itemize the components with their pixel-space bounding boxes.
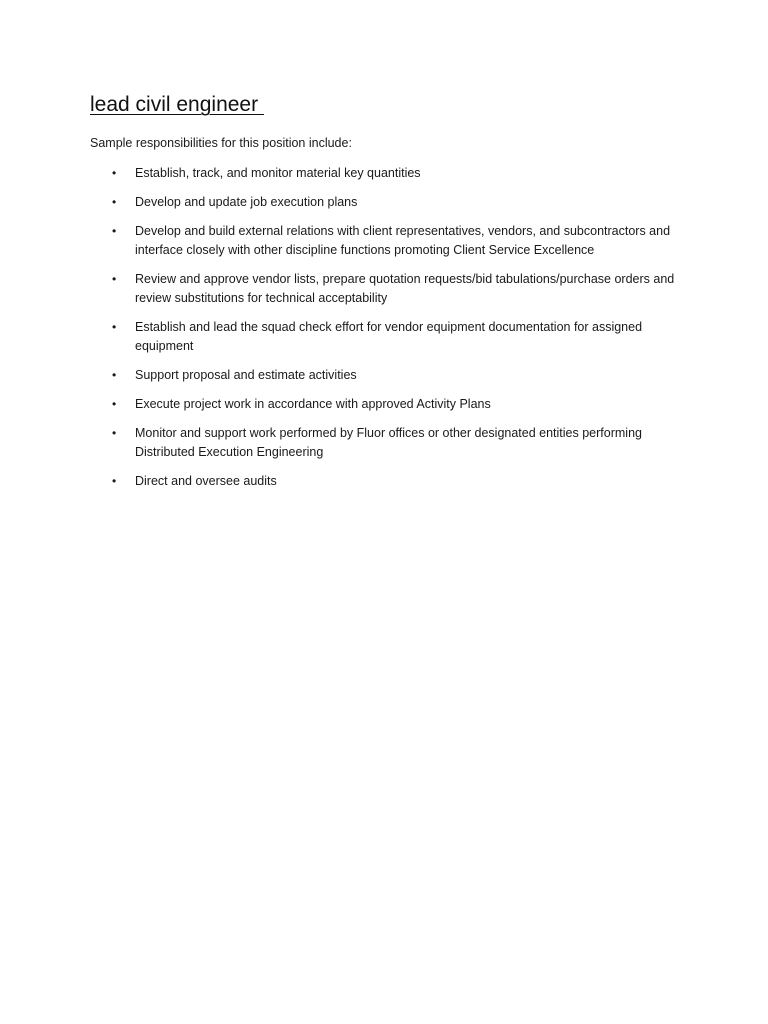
bullet-icon: •: [112, 397, 117, 411]
bullet-icon: •: [112, 195, 117, 209]
list-item-text: Monitor and support work performed by Fluor offices or other designated entities performing Distributed Execution Engineering: [135, 426, 642, 459]
list-item: [90, 424, 680, 462]
bullet-icon: •: [112, 474, 117, 488]
list-item: [90, 472, 680, 491]
list-item-text: Develop and update job execution plans: [135, 195, 358, 209]
list-item-text: Support proposal and estimate activities: [135, 368, 357, 382]
list-item: [90, 395, 680, 414]
list-item: [90, 164, 680, 183]
list-item: [90, 270, 680, 308]
responsibilities-list: [90, 164, 680, 501]
bullet-icon: •: [112, 320, 117, 334]
list-item-text: Execute project work in accordance with approved Activity Plans: [135, 397, 491, 411]
list-item: [90, 318, 680, 356]
list-item-text: Establish and lead the squad check effort for vendor equipment documentation for assigned equipment: [135, 320, 643, 353]
document-title: lead civil engineer: [90, 93, 264, 116]
list-item-text: Review and approve vendor lists, prepare quotation requests/bid tabulations/purchase orders and review substitutions for technical acceptability: [135, 272, 675, 305]
bullet-icon: •: [112, 426, 117, 440]
bullet-icon: •: [112, 166, 117, 180]
list-item-text: Direct and oversee audits: [135, 474, 277, 488]
bullet-icon: •: [112, 224, 117, 238]
bullet-icon: •: [112, 272, 117, 286]
list-item: [90, 193, 680, 212]
bullet-icon: •: [112, 368, 117, 382]
list-item: [90, 366, 680, 385]
list-item: [90, 222, 680, 260]
list-item-text: Establish, track, and monitor material key quantities: [135, 166, 421, 180]
intro-text: Sample responsibilities for this position include:: [90, 136, 352, 150]
list-item-text: Develop and build external relations with client representatives, vendors, and subcontractors and interface closely with other discipline functions promoting Client Service Excellence: [135, 224, 671, 257]
